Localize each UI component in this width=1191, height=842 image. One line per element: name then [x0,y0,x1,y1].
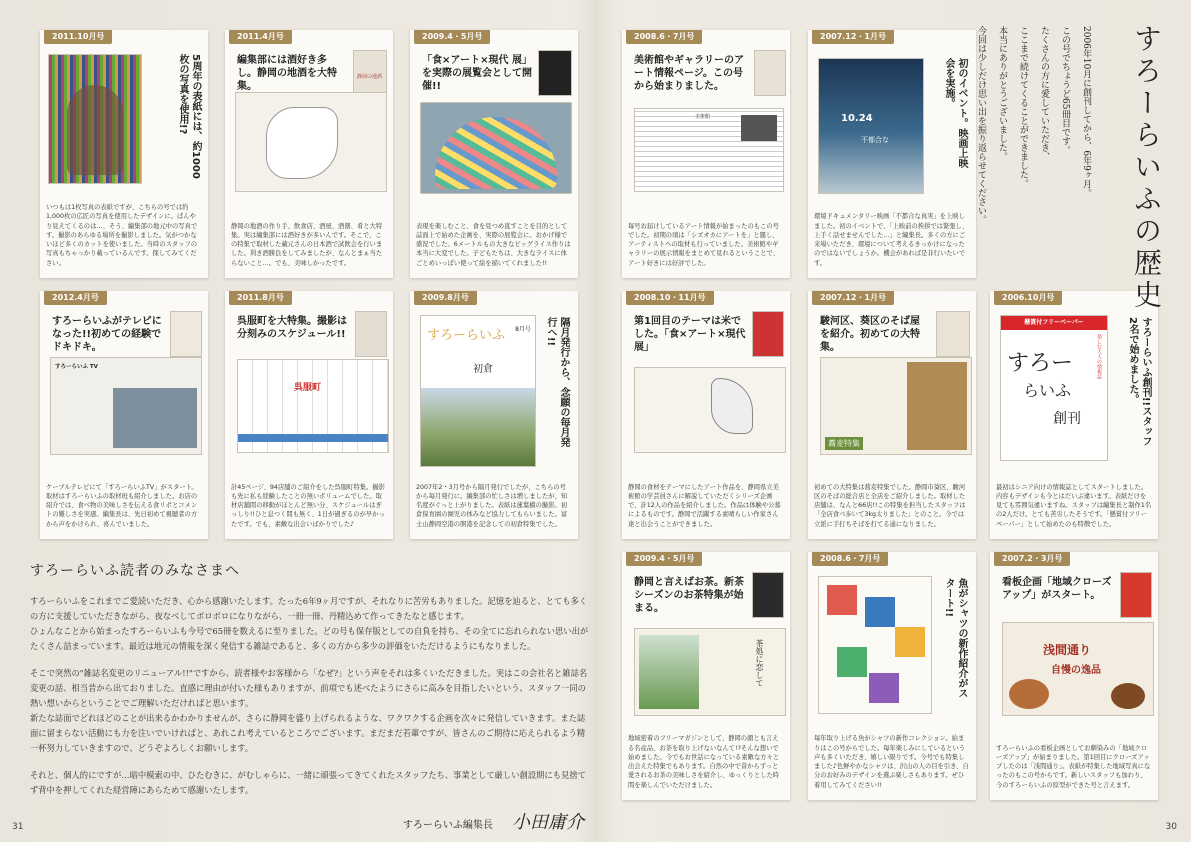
art-info-spread-thumb [634,108,784,192]
issue-tag: 2011.8月号 [229,291,292,305]
intro-line: 今回は少しだけ思い出を振り返らせてください。 [976,26,986,224]
card-title: すろーらいふ創刊!!スタッフ2名で始めました。 [1127,317,1151,447]
rice-cover-thumb [752,311,784,357]
shirt-shape [895,627,925,657]
thumb-label: 10.24 [841,113,873,124]
letter-paragraph: ひょんなことから始まったすろーらいふも今号で65冊を数えるに至りました。どの号も保存版としての自負を持ち、その全てに忘れられない思い出がたくさん詰まっています。最近は地元の情報を深く発信する雑誌であると、多くの方から多少の評価をいただけるようにもなりました。 [30,626,589,651]
thumb-label: すろーらいふ TV [55,364,98,370]
history-card [225,291,393,539]
shirt-shape [869,673,899,703]
thumb-label: 浅間通り [1043,643,1092,657]
thumb-label: 創刊 [1053,411,1081,427]
card-title: 魚がシャツの新作紹介がスタート!! [943,578,967,698]
letter-paragraph: すろーらいふをこれまでご愛読いただき、心から感謝いたします。たった6年9ヶ月ですが、それなりに苦労もありました。記憶を辿ると、とても多くの方に支援していただきながら、夜なべしてボロボロになりながら、一冊一冊、丹精込めて作ってきたなと感じます。 [30,596,588,621]
card-body: すろーらいふの看板企画としてお馴染みの「地域クローズアップ」が始まりました。第1回目にクローズアップしたのは「浅間通り」。表紙が特集した地域写真になったのもこの号からです。新しいスタッフも加わり、今のすろーらいふの原型ができた号と言えます。 [996,744,1151,789]
movie-flyer-thumb [818,58,924,194]
card-body: 毎号お届けしているアート情報が始まったのもこの号でした。初期の頃は「シズオカにアートを」と題し、アーティストへの取材も行っていました。美術館やギャラリーの展示情報をまとめて見れるということで、アート好きには好評でした。 [628,222,779,267]
japan-map-art [711,378,753,434]
card-title: 呉服町を大特集。撮影は分刻みのスケジュール!! [237,316,347,340]
issue-tag: 2009.4・5月号 [626,552,702,566]
soba-spread-thumb [820,357,972,455]
history-card [410,30,578,278]
food-photo [1009,679,1049,709]
issue-tag: 2007.12・1月号 [812,291,894,305]
issue-tag: 2009.4・5月号 [414,30,490,44]
letter-paragraph: 新たな誌面でどれほどのことが出来るかわかりませんが、さらに静岡を盛り上げられるような、ワクワクする企画を次々に発信していきます。また誌面に留まらない活動にも力を注いでいければと、あれこれ考えているところでございます。まだまだ若輩ですが、皆さんのご期待に応えられるよう精一杯努力していきますので、どうぞよろしくお願いします。 [30,713,586,753]
issue-tag: 2011.10月号 [44,30,112,44]
card-body: 最初はシニア向けの情報誌としてスタートしました。内容もデザインも今とはだいぶ違います。表紙だけを見ても雰囲気違いますね。スタッフは編集長と制作1名の2人だけ。とても苦労したそうです。「懸賞付フリーペーパー」として始めたのも特徴でした。 [996,483,1152,528]
gofuku-cover-thumb [355,311,387,357]
thumb-label: 不都合な [861,136,889,144]
letter-paragraph: そこで突然の"雑誌名変更のリニューアル!!"ですから、読者様やお客様から「なぜ?」という声をそれは多くいただきました。実はこの会社名と雑誌名変更の話、相当昔から出ておりました。直感に理由が付いた様もありますが、前項でも述べたようにさらに高みを目指したいという、スタッフ一同の熱い想いからということでご理解いただければと思います。 [30,668,588,708]
thumb-label: 初倉 [473,364,493,375]
history-card [808,291,976,539]
food-photo [1111,683,1145,709]
letter-paragraph: それと、個人的にですが…暗中模索の中、ひたむきに、がむしゃらに、一緒に頑張ってきてくれたスタッフたち、事業として厳しい創設期にも見捨てず背中を押してくれた経営陣にあらためて感謝いたします。 [30,770,586,795]
rice-ball-shape [435,117,557,189]
issue-tag: 2012.4月号 [44,291,107,305]
history-card [40,30,208,278]
shirt-shape [827,585,857,615]
thumb-label: 自慢の逸品 [1051,665,1101,676]
signature-title: すろーらいふ編集長 [402,820,493,831]
card-title: 第1回目のテーマは米でした。「食×アート×現代 展」 [634,316,746,353]
thumb-label: 静岡の地酒 [357,74,383,80]
shirt-shape [837,647,867,677]
asama-spread-thumb [1002,622,1154,716]
editor-letter [30,560,590,834]
intro-line: ここまで続けてくることができました。 [1018,26,1028,188]
issue-tag: 2009.8月号 [414,291,477,305]
map-spread-thumb [235,92,387,192]
tea-cover-thumb [752,572,784,618]
jizake-cover-thumb [353,50,387,96]
portrait-shape [67,85,123,175]
history-card [990,552,1158,800]
card-body: 初めての大特集は蕎麦特集でした。静岡市葵区、駿河区のそばの総合店と全店をご紹介しました。取材した店舗は、なんと66店!!この特集を担当したスタッフは「全店食べ歩いて3kg太りました」とのこと。今では立派に手打ちそばを打てる通になりました。 [814,483,966,528]
card-body: 計45ページ、94店舗のご紹介をした呉服町特集。撮影も先に私も経験したことの無いボリュームでした。取材店舗間の移動がほとんど無い分、スケジュールはぎっしり!!ひと息つく間も無く、1日が過ぎるのが早かったです。でも、素敵な出会いばかりでした♪ [231,483,385,528]
tv-spread-thumb [50,357,202,455]
card-body: 静岡の地酒の作り手、飲食店、酒屋、酒器、肴と大特集。実は編集部には酒好きが多いんです。そこで、この特集で取材した蔵元さんの日本酒で試飲会を行いました。利き酒勝負をしてみましたが、なんとまぁ当たらないこと…。でも、美味しかったです。 [231,222,383,267]
history-card [410,291,578,539]
history-card [40,291,208,539]
letter-heading: すろーらいふ読者のみなさまへ [30,563,240,579]
card-body: 毎年取り上げる魚がシャツの新作コレクション。始まりはこの号からでした。毎年楽しみにしているという声も多くいただき、嬉しい限りです。今号でも特集しました♪色鮮やかなシャツは、沢山の人の目を引き、自分のお好みのデザインを選ぶ楽しさもあります。ぜひ着用してみてください!! [814,735,969,789]
signature-name: 小田庸介 [512,812,584,833]
card-body: 環境ドキュメンタリー映画「不都合な真実」を上映しました。初のイベントで、「上映前の挨拶では緊張し、上手く話せませんでした…」と編集長。多くの方にご来場いただき、環境について考えるきっかけになったのではないでしょうか。機会があれば是非行いたいです。 [814,213,969,267]
thumb-label: 呉服町 [294,383,322,393]
landscape-photo [421,388,535,466]
shirt-shape [865,597,895,627]
shirt-spread-thumb [818,576,932,714]
tea-spread-thumb [634,628,786,716]
history-card [808,552,976,800]
history-card [808,30,976,278]
card-title: 初のイベント。映画上映会を実施。 [943,58,967,168]
history-intro [970,26,1096,226]
history-card [622,291,790,539]
issue-tag: 2007.2・3月号 [994,552,1070,566]
card-body: いつもは1枚写真の表紙ですが、こちらの号では約1,000枚の広匠の写真を使用したデザインに。ぱんやり見えてくるのは…、そう、編集部の地元中の写真です。撮影のあらゆる場所を撮影しました。気がつかないほど多くのカットを使いました。当時のスタッフの写真もちゃっかり載っているんです。探してみてください。 [46,203,198,267]
thumb-label: 懸賞付フリーペーパー [1001,316,1107,330]
asama-cover-thumb [1120,572,1152,618]
monthly-cover-thumb [420,315,536,467]
card-title: すろーらいふがテレビになった!!初めての経験でドキドキ。 [52,316,162,353]
soba-cover-thumb [936,311,970,357]
thumb-label: 美術館 [695,114,711,120]
thumb-label: らいふ [1023,381,1072,400]
history-card [990,291,1158,539]
card-body: 静岡の食材をテーマにしたアート作品を、静岡県立美術館の学芸員さんに解説していただくシリーズ企画で、計12人の作品を紹介しました。作品は体験や公募によるものです。静岡で活躍する素晴らしい作家さん達と出会うことができました。 [628,483,781,528]
issue-tag: 2008.10・11月号 [626,291,714,305]
first-issue-cover-thumb [1000,315,1108,461]
card-body: 地域密着のフリーマガジンとして、静岡の顔とも言える名産品、お茶を取り上げないなんて!?そんな想いで始めました。今でもお世話になっている素敵な方々と出会えた特集でもあります。自然の中で昔からずっと愛されるお茶の美味しさを紹介し、ゆっくりとした時間を楽しんでいただけました。 [628,735,780,789]
card-body: 2007年2・3月号から隔月発行でしたが、こちらの号から毎月発行に。編集部の忙しさは増しましたが、知名度がぐっと上がりました。表紙は蓮葉橋の撮影。初倉保育園の園児の体みなど協力してもらいました。富士山静岡空港の開港を記念しての初倉特集でした。 [416,483,568,528]
art-photo [741,115,777,141]
art-cover-thumb [538,50,572,96]
intro-line: 2006年10月に創刊してから、6年9ヶ月。 [1081,26,1091,198]
issue-tag: 2011.4月号 [229,30,292,44]
thumb-label: すろー [1007,351,1074,376]
issue-tag: 2008.6・7月号 [812,552,888,566]
art-cover-thumb [754,50,786,96]
issue-tag: 2008.6・7月号 [626,30,702,44]
history-heading: すろーらいふの歴史 [1130,24,1163,312]
tea-field-photo [639,635,699,709]
intro-line: この号でちょうど65冊目です。 [1060,26,1070,155]
card-title: 隔月発行から、念願の毎月発行へ!! [545,317,569,447]
thumb-label: すろーらいふ [427,328,506,343]
history-card [622,30,790,278]
history-card [622,552,790,800]
intro-line: 本当にありがとうございました。 [997,26,1007,161]
rice-art-photo [420,102,572,194]
people-photo [113,388,197,448]
card-title: 駿河区、葵区のそば屋を紹介。初めての大特集。 [820,316,920,353]
card-title: 静岡と言えばお茶。新茶シーズンのお茶特集が始まる。 [634,577,744,614]
intro-line: たくさんの方に愛していただき、 [1039,26,1049,161]
thumb-label: 茶処に恋して [755,639,764,687]
card-title: 編集部には酒好き多し。静岡の地酒を大特集。 [237,55,337,92]
page-number-right: 30 [1165,822,1177,832]
rice-spread-thumb [634,367,786,453]
tv-cover-thumb [170,311,202,357]
signature [30,808,590,834]
mosaic-cover-thumb [48,54,142,184]
card-title: 「食×アート×現代 展」を実際の展覧会として開催!! [422,55,532,92]
blue-strip [238,434,388,442]
card-title: 5周年の表紙には、約1000枚の写真を使用!? [177,54,201,179]
page-number-left: 31 [12,822,24,832]
ukiyoe-art [907,362,967,450]
card-body: 表現を楽しむこと、食を見つめ直すことを目的として誌面上で始めた企画を、実際の展覧会に。おかげ様で盛況でした。6メートルもの大きなビッグライス作りは本当に大変でした。子どもたちは、大きなライスに体ごとめいっぱい使って絵を描いてくれました!! [416,222,571,267]
map-shape [266,107,338,179]
card-body: ケーブルテレビにて「すろーらいふTV」がスタート。取材はすろーらいふの取材班も紹介しました。お店の紹介では、食べ物の美味しさを伝える食リポとコメントの難しさを実感。編集長は、先日初めて視聴者の方から声をかけられ、喜んでいました。 [46,483,198,528]
card-title: 美術館やギャラリーのアート情報ページ。この号から始まりました。 [634,55,744,92]
history-card [225,30,393,278]
thumb-label: 8月号 [515,326,531,333]
issue-tag: 2006.10月号 [994,291,1062,305]
thumb-label: 蕎麦特集 [825,437,863,450]
thumb-label: 楽しむ大人の情報誌 [1096,334,1102,379]
card-title: 看板企画「地域クローズアップ」がスタート。 [1002,577,1112,601]
issue-tag: 2007.12・1月号 [812,30,894,44]
gofuku-spread-thumb [237,359,389,453]
